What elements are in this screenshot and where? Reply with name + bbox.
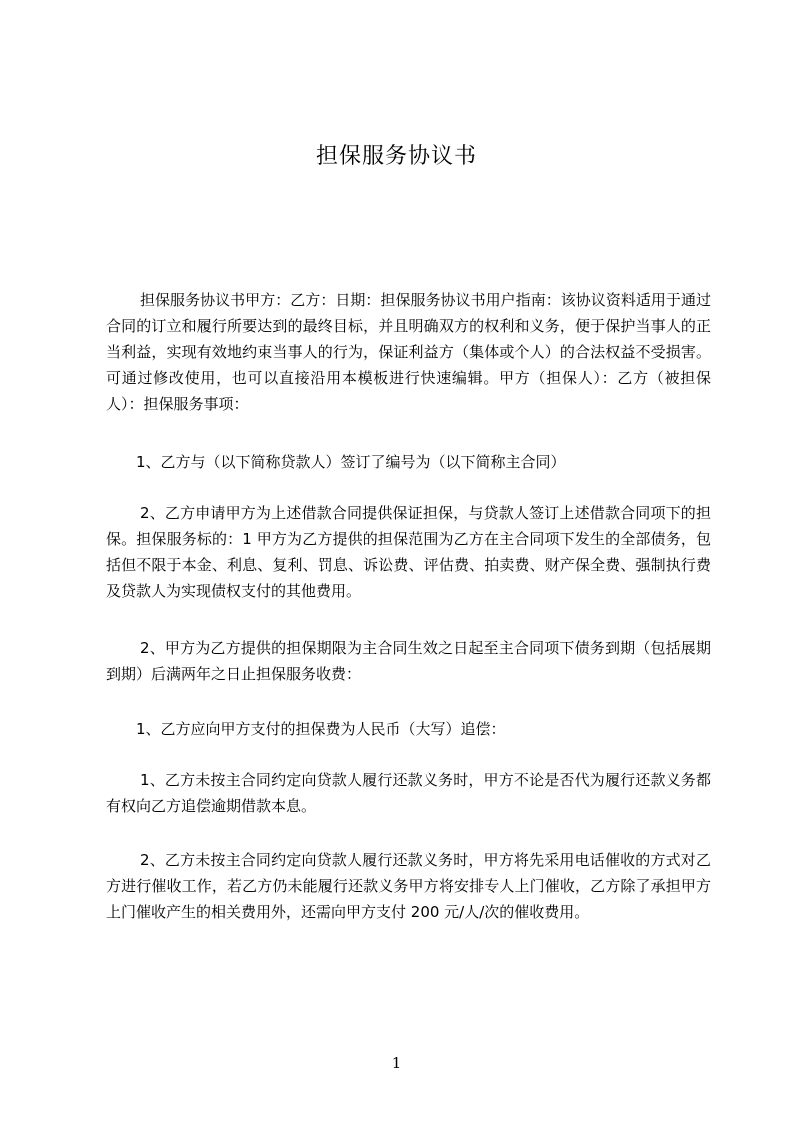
paragraph-clause-2-guarantee-scope: 2、乙方申请甲方为上述借款合同提供保证担保，与贷款人签订上述借款合同项下的担保。担保服务标的：1 甲方为乙方提供的担保范围为乙方在主合同项下发生的全部债务，包括但不限于本金、利息、复利、罚息、诉讼费、评估费、拍卖费、财产保全费、强制执行费及贷款人为实现债权支付的其他费用。 — [106, 504, 711, 600]
paragraph-clause-1-recourse: 1、乙方未按主合同约定向贷款人履行还款义务时，甲方不论是否代为履行还款义务都有权向乙方追偿逾期借款本息。 — [106, 771, 711, 815]
document-title: 担保服务协议书 — [315, 144, 477, 169]
paragraph-clause-2-guarantee-period: 2、甲方为乙方提供的担保期限为主合同生效之日起至主合同项下债务到期（包括展期到期）后满两年之日止担保服务收费： — [106, 639, 711, 683]
page-number: 1 — [391, 1054, 402, 1072]
paragraph-intro: 担保服务协议书甲方：乙方：日期：担保服务协议书用户指南：该协议资料适用于通过合同的订立和履行所要达到的最终目标，并且明确双方的权利和义务，便于保护当事人的正当利益，实现有效地约束当事人的行为，保证利益方（集体或个人）的合法权益不受损害。可通过修改使用，也可以直接沿用本模板进行快速编辑。甲方（担保人）：乙方（被担保人）：担保服务事项： — [106, 291, 711, 413]
paragraph-clause-1-guarantee-fee: 1、乙方应向甲方支付的担保费为人民币（大写）追偿： — [136, 720, 506, 738]
paragraph-clause-1-loan-contract: 1、乙方与（以下简称贷款人）签订了编号为（以下简称主合同） — [136, 453, 566, 471]
paragraph-clause-2-collection: 2、乙方未按主合同约定向贷款人履行还款义务时，甲方将先采用电话催收的方式对乙方进行催收工作，若乙方仍未能履行还款义务甲方将安排专人上门催收，乙方除了承担甲方上门催收产生的相关费用外，还需向甲方支付 200 元/人/次的催收费用。 — [106, 851, 711, 921]
